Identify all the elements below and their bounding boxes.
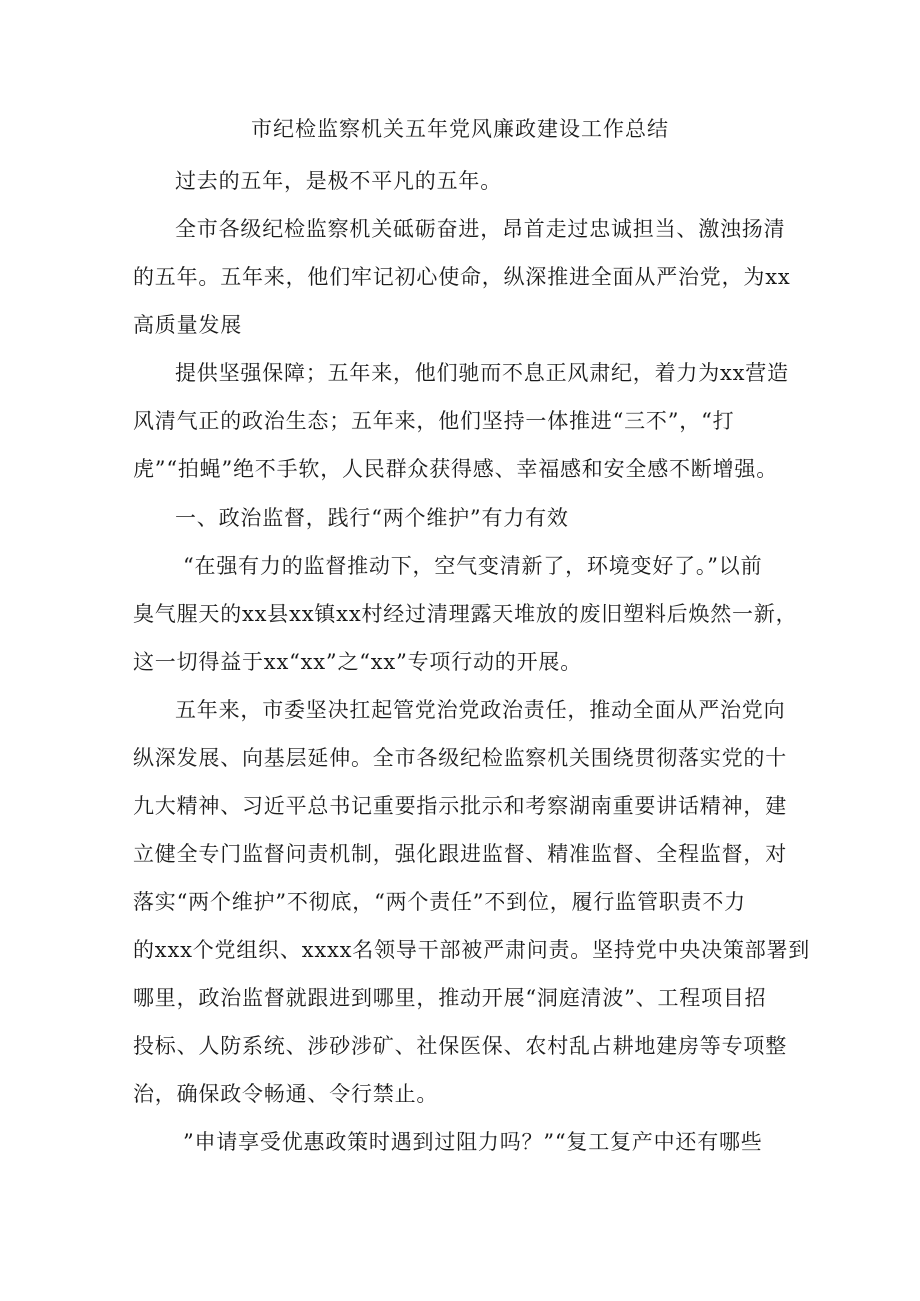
paragraph-line: 全市各级纪检监察机关砥砺奋进，昂首走过忠诚担当、激浊扬清 [175,217,786,241]
paragraph-line: 臭气腥天的xx县xx镇xx村经过清理露天堆放的废旧塑料后焕然一新， [133,602,798,626]
paragraph-line: ”申请享受优惠政策时遇到过阻力吗？”“复工复产中还有哪些 [183,1130,763,1154]
paragraph-line: 立健全专门监督问责机制，强化跟进监督、精准监督、全程监督，对 [133,842,787,866]
section-heading: 一、政治监督，践行“两个维护”有力有效 [175,506,569,530]
paragraph-line: 风清气正的政治生态；五年来，他们坚持一体推进“三不”，“打 [133,409,735,433]
paragraph-line: 虎”“拍蝇”绝不手软，人民群众获得感、幸福感和安全感不断增强。 [133,457,779,481]
paragraph-line: 过去的五年，是极不平凡的五年。 [175,169,502,193]
paragraph-line: 治，确保政令畅通、令行禁止。 [133,1082,439,1106]
paragraph-line: 五年来，市委坚决扛起管党治党政治责任，推动全面从严治党向 [175,698,786,722]
paragraph-line: 提供坚强保障；五年来，他们驰而不息正风肃纪，着力为xx营造 [175,361,789,385]
paragraph-line: 纵深发展、向基层延伸。全市各级纪检监察机关围绕贯彻落实党的十 [133,746,787,770]
document-title: 市纪检监察机关五年党风廉政建设工作总结 [251,117,669,141]
paragraph-line: “在强有力的监督推动下，空气变清新了，环境变好了。”以前 [183,554,763,578]
paragraph-line: 落实“两个维护”不彻底，“两个责任”不到位，履行监管职责不力 [133,890,746,914]
paragraph-line: 投标、人防系统、涉砂涉矿、社保医保、农村乱占耕地建房等专项整 [133,1034,787,1058]
paragraph-line: 哪里，政治监督就跟进到哪里，推动开展“洞庭清波”、工程项目招 [133,986,767,1010]
paragraph-line: 的五年。五年来，他们牢记初心使命，纵深推进全面从严治党，为xx [133,265,791,289]
paragraph-line: 九大精神、习近平总书记重要指示批示和考察湖南重要讲话精神，建 [133,794,787,818]
paragraph-line: 这一切得益于xx“xx”之“xx”专项行动的开展。 [133,650,583,674]
paragraph-line: 的xxx个党组织、xxxx名领导干部被严肃问责。坚持党中央决策部署到 [133,938,811,962]
paragraph-line: 高质量发展 [133,313,242,337]
